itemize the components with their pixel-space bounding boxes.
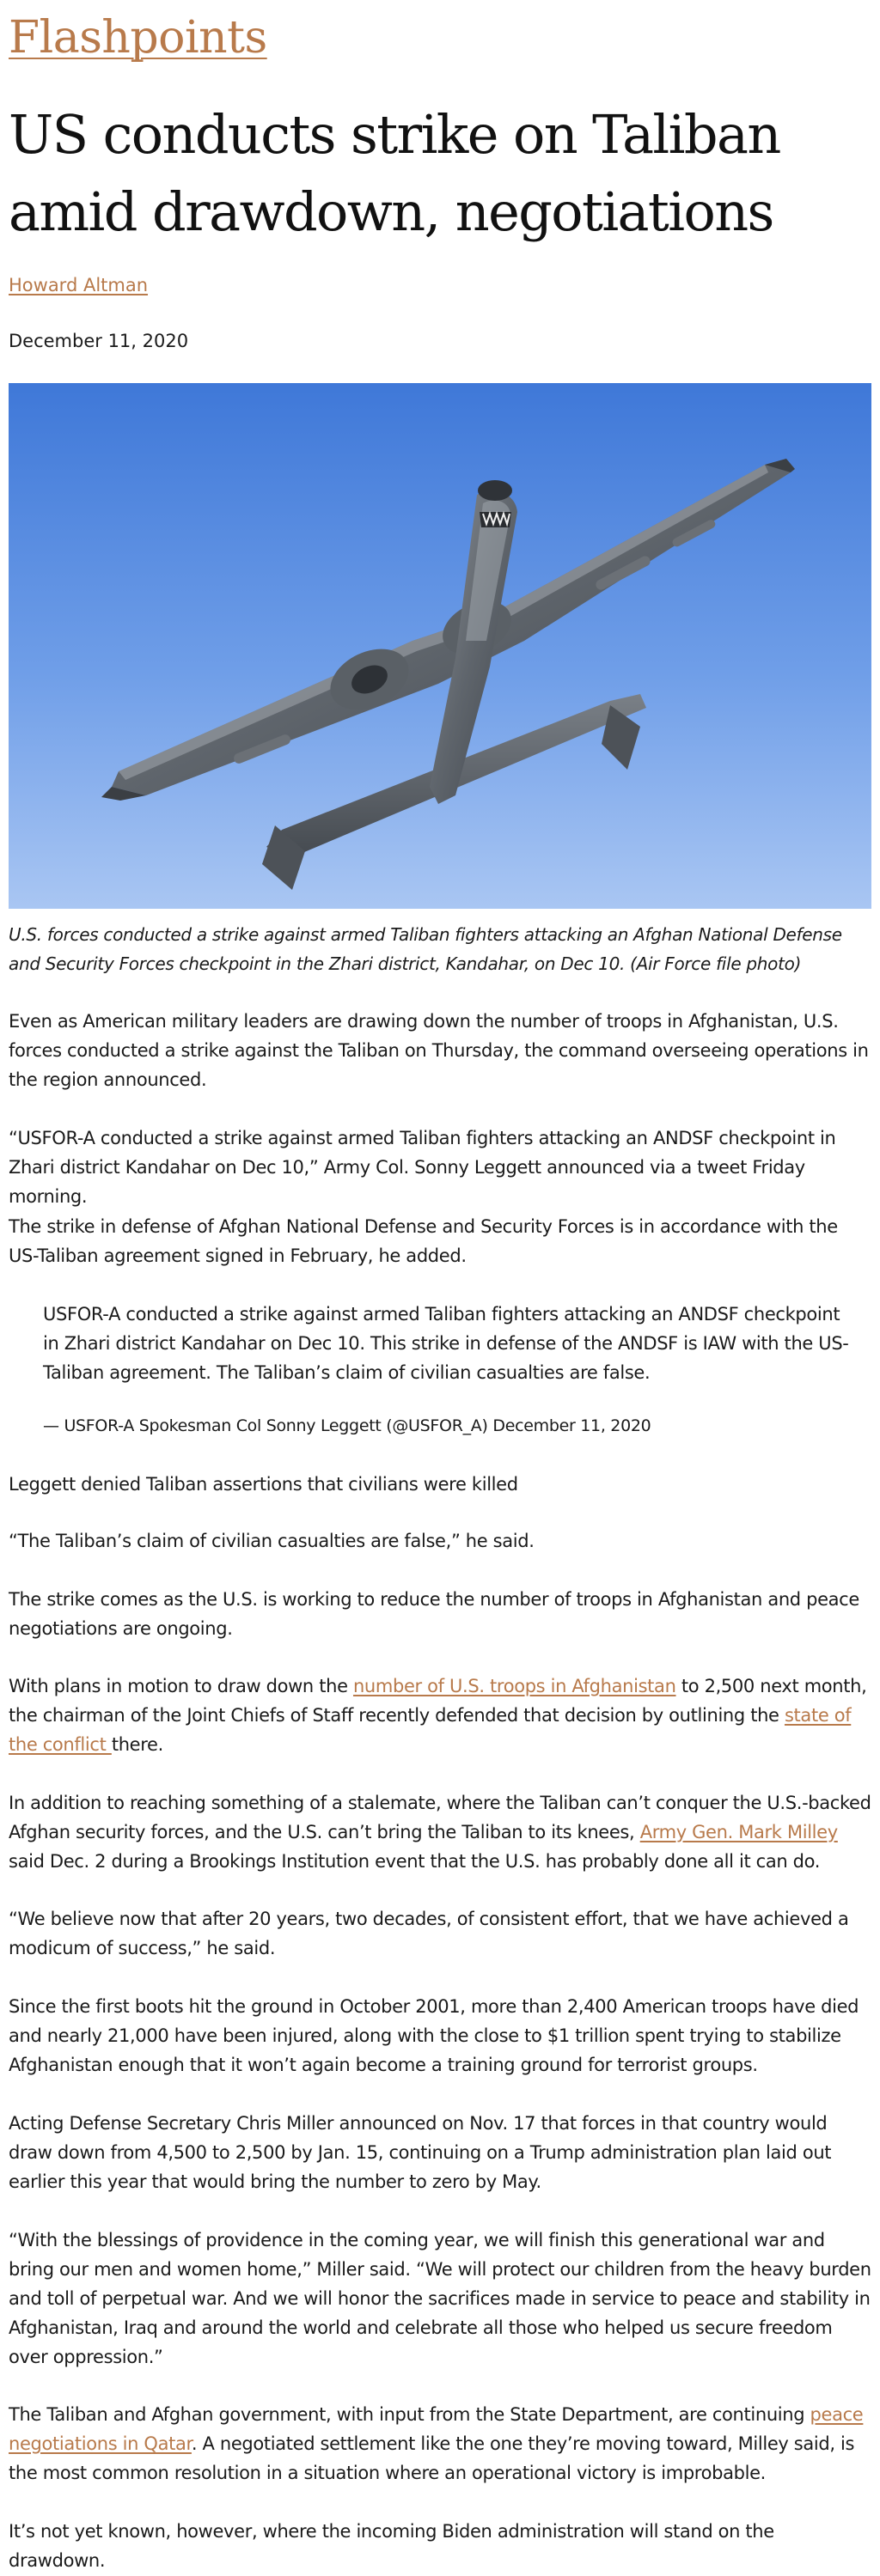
- paragraph-11: Acting Defense Secretary Chris Miller announced on Nov. 17 that forces in that country would draw down from 4,500 to 2,500 by Jan. 15, continuing on a Trump administration plan laid out earlier this year that would bring the number to zero by May.: [9, 2113, 832, 2192]
- paragraph-8: [9, 1788, 871, 1876]
- mark-milley-link[interactable]: Army Gen. Mark Milley: [639, 1822, 838, 1842]
- embedded-tweet-text: USFOR-A conducted a strike against armed Taliban fighters attacking an ANDSF checkpoint in Zhari district Kandahar on Dec 10. This strike in defense of the ANDSF is IAW with the US-Taliban agreement. The Taliban’s claim of civilian casualties are false.: [43, 1304, 849, 1383]
- peace-negotiations-qatar-link[interactable]: peace negotiations in Qatar: [9, 2404, 864, 2454]
- paragraph-7-text-b: to 2,500 next month, the chairman of the Joint Chiefs of Staff recently defended that decision by outlining the: [9, 1676, 867, 1726]
- article-headline: US conducts strike on Taliban amid drawdown, negotiations: [9, 103, 780, 243]
- author-link[interactable]: Howard Altman: [9, 275, 149, 295]
- tweet-author: — USFOR-A Spokesman Col Sonny Leggett (@USFOR_A): [43, 1416, 488, 1435]
- image-caption: U.S. forces conducted a strike against armed Taliban fighters attacking an Afghan National Defense and Security Forces checkpoint in the Zhari district, Kandahar, on Dec 10. (Air Force file photo): [9, 924, 842, 974]
- paragraph-4: Leggett denied Taliban assertions that civilians were killed: [9, 1474, 518, 1495]
- a10-aircraft-photo: [9, 383, 871, 909]
- paragraph-10: Since the first boots hit the ground in October 2001, more than 2,400 American troops have died and nearly 21,000 have been injured, along with the close to $1 trillion spent trying to stabilize Afghanistan enough that it won’t again become a training ground for terrorist groups.: [9, 1996, 859, 2075]
- paragraph-8-text-b: said Dec. 2 during a Brookings Institution event that the U.S. has probably done all it can do.: [9, 1851, 821, 1872]
- paragraph-13-text-b: . A negotiated settlement like the one they’re moving toward, Milley said, is the most common resolution in a situation where an operational victory is improbable.: [9, 2433, 855, 2483]
- paragraph-7: [9, 1672, 871, 1759]
- hero-image: [9, 383, 871, 909]
- paragraph-13-text-a: The Taliban and Afghan government, with input from the State Department, are continuing: [9, 2404, 810, 2425]
- paragraph-13: [9, 2400, 871, 2488]
- section-link-flashpoints[interactable]: Flashpoints: [9, 12, 267, 64]
- paragraph-6: The strike comes as the U.S. is working to reduce the number of troops in Afghanistan and peace negotiations are ongoing.: [9, 1589, 859, 1639]
- paragraph-14: It’s not yet known, however, where the incoming Biden administration will stand on the drawdown.: [9, 2521, 774, 2571]
- troops-in-afghanistan-link[interactable]: number of U.S. troops in Afghanistan: [352, 1676, 676, 1696]
- state-of-the-conflict-link[interactable]: state of the conflict: [9, 1705, 852, 1755]
- paragraph-12: “With the blessings of providence in the coming year, we will finish this generational war and bring our men and women home,” Miller said. “We will protect our children from the heavy burden and toll of perpetual war. And we will honor the sacrifices made in service to peace and stability in Afghanistan, Iraq and around the world and celebrate all those who helped us secure freedom over oppression.”: [9, 2230, 871, 2367]
- paragraph-2: “USFOR-A conducted a strike against armed Taliban fighters attacking an ANDSF checkpoint in Zhari district Kandahar on Dec 10,” Army Col. Sonny Leggett announced via a tweet Friday morning.: [9, 1128, 836, 1207]
- paragraph-3: The strike in defense of Afghan National Defense and Security Forces is in accordance with the US-Taliban agreement signed in February, he added.: [9, 1216, 838, 1266]
- paragraph-8-text-a: In addition to reaching something of a stalemate, where the Taliban can’t conquer the U.S.-backed Afghan security forces, and the U.S. can’t bring the Taliban to its knees,: [9, 1793, 871, 1842]
- embedded-tweet-attribution: [43, 1414, 859, 1438]
- tweet-date-link[interactable]: December 11, 2020: [492, 1416, 651, 1435]
- paragraph-7-text-a: With plans in motion to draw down the: [9, 1676, 353, 1696]
- paragraph-9: “We believe now that after 20 years, two decades, of consistent effort, that we have achieved a modicum of success,” he said.: [9, 1909, 849, 1958]
- paragraph-5: “The Taliban’s claim of civilian casualties are false,” he said.: [9, 1531, 535, 1551]
- paragraph-7-text-c: there.: [111, 1734, 163, 1755]
- paragraph-1: Even as American military leaders are drawing down the number of troops in Afghanistan, U.S. forces conducted a strike against the Taliban on Thursday, the command overseeing operations in the region announced.: [9, 1011, 869, 1090]
- publish-date: December 11, 2020: [9, 331, 189, 351]
